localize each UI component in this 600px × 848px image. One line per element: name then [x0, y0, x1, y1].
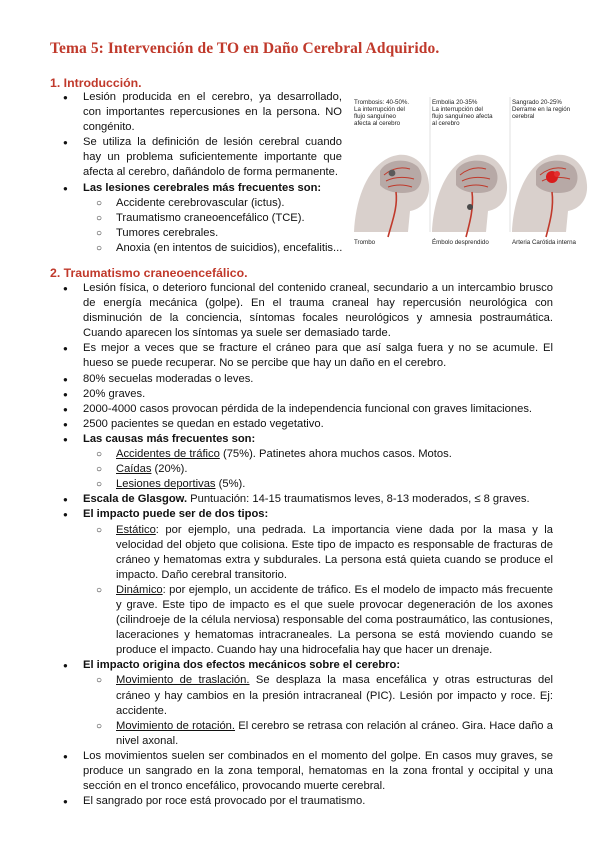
list-item: ● Las causas más frecuentes son: — [50, 432, 553, 447]
list-item: ● 2500 pacientes se quedan en estado vegetativo. — [50, 417, 553, 432]
list-item: ● Lesión física, o deterioro funcional del contenido craneal, secundario a un intercambio brusco de energía mecánica (golpe). En el trauma craneal hay repercusión neurológica con disminución de la conciencia, síntomas focales neurológicos y amnesia postraumática. Cuando aparecen los síntomas ya suele ser demasiado tarde. — [50, 281, 553, 341]
section-2-heading: 2. Traumatismo craneoencefálico. — [50, 266, 248, 280]
list-item: ● Lesión producida en el cerebro, ya desarrollado, con importantes repercusiones en la persona. NO congénito. — [50, 90, 342, 135]
list-item: ● Se utiliza la definición de lesión cerebral cuando hay un problema suficientemente importante que afecta al cerebro, dañándolo de forma permanente. — [50, 135, 342, 180]
sub-list-item: ○ Movimiento de rotación. El cerebro se retrasa con relación al cráneo. Gira. Hace daño a nivel axonal. — [50, 719, 553, 749]
list-item: ● Escala de Glasgow. Puntuación: 14-15 traumatismos leves, 8-13 moderados, ≤ 8 graves. — [50, 492, 553, 507]
page-title: Tema 5: Intervención de TO en Daño Cerebral Adquirido. — [50, 40, 440, 57]
list-item: ● El impacto origina dos efectos mecánicos sobre el cerebro: — [50, 658, 553, 673]
svg-text:Émbolo desprendido: Émbolo desprendido — [432, 239, 489, 246]
sub-list-item: ○ Accidentes de tráfico (75%). Patinetes ahora muchos casos. Motos. — [50, 447, 553, 462]
sub-list-item: ○ Estático: por ejemplo, una pedrada. La importancia viene dada por la masa y la velocidad del objeto que colisiona. Este tipo de impacto es responsable de fracturas de cráneo y hematomas extra y subdurales. La persona está quieta cuando se produce el impacto. Daño cerebral transitorio. — [50, 523, 553, 583]
list-item: ● 20% graves. — [50, 387, 553, 402]
sub-list-item: ○ Accidente cerebrovascular (ictus). — [50, 196, 342, 211]
svg-text:Derrame en la región: Derrame en la región — [512, 106, 571, 113]
svg-text:flujo sanguíneo: flujo sanguíneo — [354, 113, 396, 120]
list-item: ● 80% secuelas moderadas o leves. — [50, 372, 553, 387]
list-item: ● 2000-4000 casos provocan pérdida de la independencia funcional con graves limitaciones. — [50, 402, 553, 417]
svg-text:al cerebro: al cerebro — [432, 120, 460, 127]
section-1-heading: 1. Introducción. — [50, 76, 142, 90]
list-item: ● Los movimientos suelen ser combinados en el momento del golpe. En casos muy graves, se produce un sangrado en la zona temporal, hematomas en la zona frontal y occipital y una sección en el tronco encefálico, provocando muerte cerebral. — [50, 749, 553, 794]
svg-text:Trombo: Trombo — [354, 239, 376, 246]
stroke-types-figure — [352, 97, 590, 247]
svg-text:cerebral: cerebral — [512, 113, 535, 120]
svg-text:Arteria Carótida interna: Arteria Carótida interna — [512, 239, 576, 246]
sub-list-item: ○ Caídas (20%). — [50, 462, 553, 477]
section-2-list — [50, 281, 553, 809]
list-item: ● Las lesiones cerebrales más frecuentes son: — [50, 181, 342, 196]
svg-text:La interrupción del: La interrupción del — [432, 106, 483, 113]
svg-text:flujo sanguíneo afecta: flujo sanguíneo afecta — [432, 113, 493, 120]
list-item: ● El impacto puede ser de dos tipos: — [50, 507, 553, 522]
sub-list-item: ○ Lesiones deportivas (5%). — [50, 477, 553, 492]
sub-list-item: ○ Movimiento de traslación. Se desplaza la masa encefálica y otras estructuras del cráneo y hay cambios en la presión intracraneal (PIC). Lesión por impacto y roce. Ej: accidente. — [50, 673, 553, 718]
svg-text:Sangrado 20-25%: Sangrado 20-25% — [512, 99, 562, 106]
svg-text:afecta al cerebro: afecta al cerebro — [354, 120, 401, 127]
section-1-list — [50, 90, 342, 256]
list-item: ● Es mejor a veces que se fracture el cráneo para que así salga fuera y no se acumule. El hueso se puede recuperar. No se percibe que hay un daño en el cerebro. — [50, 341, 553, 371]
list-item: ● El sangrado por roce está provocado por el traumatismo. — [50, 794, 553, 809]
svg-text:Trombosis: 40-50%.: Trombosis: 40-50%. — [354, 99, 410, 106]
svg-text:Embolia 20-35%: Embolia 20-35% — [432, 99, 478, 106]
sub-list-item: ○ Traumatismo craneoencefálico (TCE). — [50, 211, 342, 226]
sub-list-item: ○ Anoxia (en intentos de suicidios), encefalitis... — [50, 241, 342, 256]
svg-text:La interrupción del: La interrupción del — [354, 106, 405, 113]
sub-list-item: ○ Dinámico: por ejemplo, un accidente de tráfico. Es el modelo de impacto más frecuente y grave. Este tipo de impacto es el que suele provocar degeneración de los axones (cilindroeje de la célula nerviosa) responsable del coma postraumático, las contusiones, laceraciones y hematomas intracraneales. La persona se está moviendo cuando se produce el impacto. Cuando hay una hidrocefalia hay que hacer un drenaje. — [50, 583, 553, 658]
sub-list-item: ○ Tumores cerebrales. — [50, 226, 342, 241]
